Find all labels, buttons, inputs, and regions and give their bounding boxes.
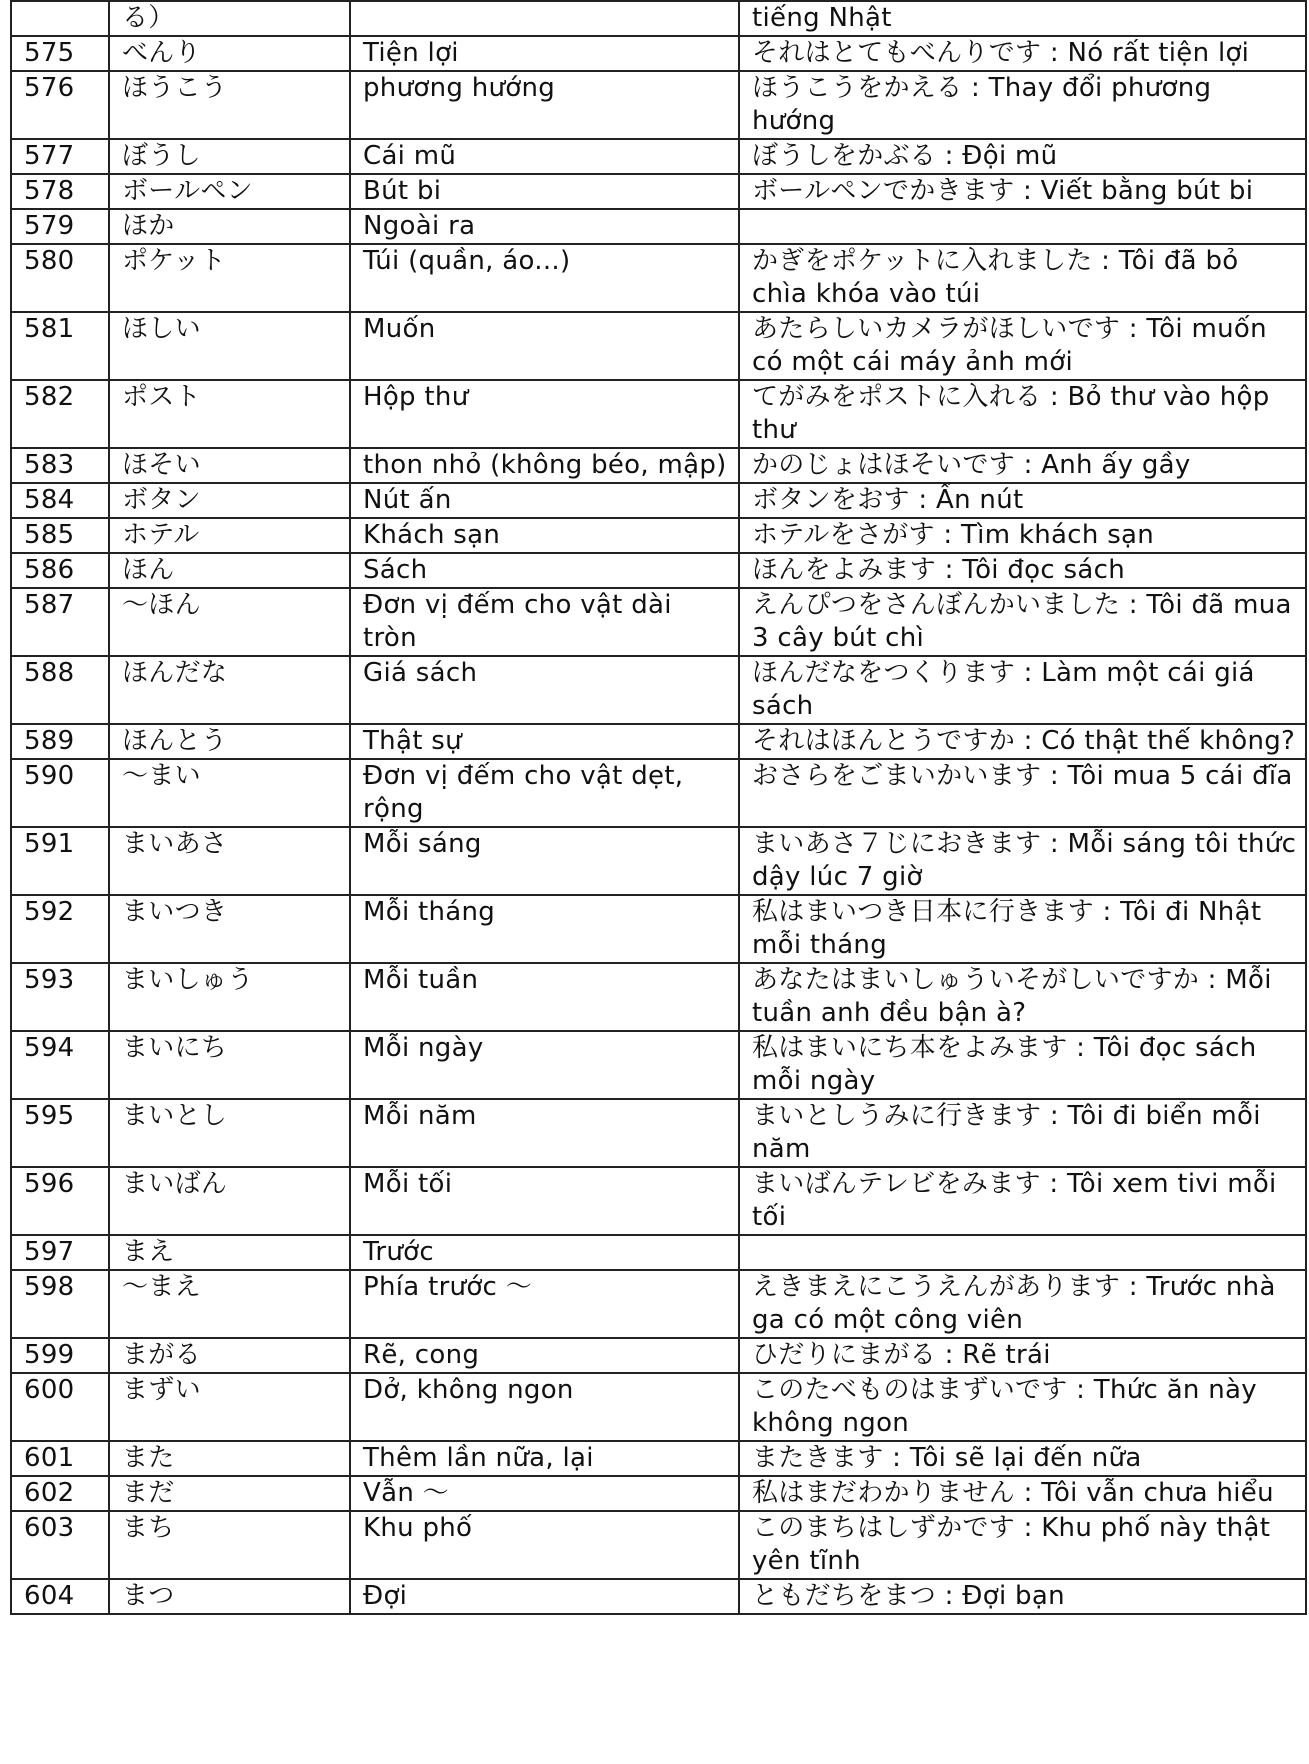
entry-example: あたらしいカメラがほしいです : Tôi muốn có một cái máy ảnh mới bbox=[739, 312, 1306, 380]
entry-kana: まいあさ bbox=[109, 827, 350, 895]
entry-kana: ～ほん bbox=[109, 588, 350, 656]
entry-meaning: Rẽ, cong bbox=[350, 1338, 739, 1373]
table-row bbox=[11, 1167, 1306, 1235]
table-row bbox=[11, 656, 1306, 724]
entry-kana: ほそい bbox=[109, 448, 350, 483]
entry-example: まいとしうみに行きます : Tôi đi biển mỗi năm bbox=[739, 1099, 1306, 1167]
entry-number: 597 bbox=[11, 1235, 109, 1270]
table-row bbox=[11, 553, 1306, 588]
table-row bbox=[11, 963, 1306, 1031]
entry-example: まいあさ７じにおきます : Mỗi sáng tôi thức dậy lúc 7 giờ bbox=[739, 827, 1306, 895]
entry-number: 600 bbox=[11, 1373, 109, 1441]
entry-number: 585 bbox=[11, 518, 109, 553]
entry-kana: ボタン bbox=[109, 483, 350, 518]
entry-example: ぼうしをかぶる : Đội mũ bbox=[739, 139, 1306, 174]
table-row bbox=[11, 1441, 1306, 1476]
entry-meaning: Tiện lợi bbox=[350, 36, 739, 71]
entry-meaning: Mỗi tối bbox=[350, 1167, 739, 1235]
table-row bbox=[11, 724, 1306, 759]
entry-number: 596 bbox=[11, 1167, 109, 1235]
entry-example bbox=[739, 1235, 1306, 1270]
vocabulary-page bbox=[10, 0, 1305, 1615]
entry-number: 589 bbox=[11, 724, 109, 759]
entry-meaning: Nút ấn bbox=[350, 483, 739, 518]
entry-number: 594 bbox=[11, 1031, 109, 1099]
entry-example: 私はまだわかりません : Tôi vẫn chưa hiểu bbox=[739, 1476, 1306, 1511]
entry-meaning: Mỗi sáng bbox=[350, 827, 739, 895]
entry-number: 593 bbox=[11, 963, 109, 1031]
table-row bbox=[11, 209, 1306, 244]
table-row bbox=[11, 1, 1306, 36]
entry-example: かぎをポケットに入れました : Tôi đã bỏ chìa khóa vào túi bbox=[739, 244, 1306, 312]
entry-example: ほうこうをかえる : Thay đổi phương hướng bbox=[739, 71, 1306, 139]
entry-number: 590 bbox=[11, 759, 109, 827]
entry-number: 598 bbox=[11, 1270, 109, 1338]
entry-number bbox=[11, 1, 109, 36]
entry-kana: べんり bbox=[109, 36, 350, 71]
table-row bbox=[11, 244, 1306, 312]
entry-meaning bbox=[350, 1, 739, 36]
entry-kana: ほか bbox=[109, 209, 350, 244]
entry-kana: まだ bbox=[109, 1476, 350, 1511]
entry-kana: ～まえ bbox=[109, 1270, 350, 1338]
entry-meaning: Thật sự bbox=[350, 724, 739, 759]
entry-kana: ～まい bbox=[109, 759, 350, 827]
table-row bbox=[11, 588, 1306, 656]
table-row bbox=[11, 1373, 1306, 1441]
entry-example: 私はまいにち本をよみます : Tôi đọc sách mỗi ngày bbox=[739, 1031, 1306, 1099]
entry-meaning: Thêm lần nữa, lại bbox=[350, 1441, 739, 1476]
entry-meaning: Mỗi năm bbox=[350, 1099, 739, 1167]
table-row bbox=[11, 1511, 1306, 1579]
entry-kana: まがる bbox=[109, 1338, 350, 1373]
entry-number: 580 bbox=[11, 244, 109, 312]
table-row bbox=[11, 312, 1306, 380]
entry-example: それはほんとうですか : Có thật thế không? bbox=[739, 724, 1306, 759]
entry-example: またきます : Tôi sẽ lại đến nữa bbox=[739, 1441, 1306, 1476]
entry-number: 576 bbox=[11, 71, 109, 139]
table-row bbox=[11, 1235, 1306, 1270]
entry-meaning: phương hướng bbox=[350, 71, 739, 139]
entry-number: 577 bbox=[11, 139, 109, 174]
vocabulary-table-body bbox=[11, 1, 1306, 1614]
entry-kana: ほうこう bbox=[109, 71, 350, 139]
entry-number: 602 bbox=[11, 1476, 109, 1511]
entry-kana: ほん bbox=[109, 553, 350, 588]
entry-kana: まつ bbox=[109, 1579, 350, 1614]
table-row bbox=[11, 1338, 1306, 1373]
table-row bbox=[11, 1099, 1306, 1167]
entry-example: えんぴつをさんぼんかいました : Tôi đã mua 3 cây bút chì bbox=[739, 588, 1306, 656]
entry-meaning: Trước bbox=[350, 1235, 739, 1270]
entry-example: 私はまいつき日本に行きます : Tôi đi Nhật mỗi tháng bbox=[739, 895, 1306, 963]
entry-meaning: Dở, không ngon bbox=[350, 1373, 739, 1441]
entry-number: 588 bbox=[11, 656, 109, 724]
entry-kana: まいとし bbox=[109, 1099, 350, 1167]
table-row bbox=[11, 174, 1306, 209]
entry-meaning: Đơn vị đếm cho vật dài tròn bbox=[350, 588, 739, 656]
table-row bbox=[11, 483, 1306, 518]
entry-number: 592 bbox=[11, 895, 109, 963]
entry-example: tiếng Nhật bbox=[739, 1, 1306, 36]
table-row bbox=[11, 71, 1306, 139]
entry-meaning: Khách sạn bbox=[350, 518, 739, 553]
entry-example: ひだりにまがる : Rẽ trái bbox=[739, 1338, 1306, 1373]
table-row bbox=[11, 759, 1306, 827]
entry-example: えきまえにこうえんがあります : Trước nhà ga có một công viên bbox=[739, 1270, 1306, 1338]
entry-example: てがみをポストに入れる : Bỏ thư vào hộp thư bbox=[739, 380, 1306, 448]
entry-number: 587 bbox=[11, 588, 109, 656]
entry-example: ともだちをまつ : Đợi bạn bbox=[739, 1579, 1306, 1614]
table-row bbox=[11, 380, 1306, 448]
entry-example: このまちはしずかです : Khu phố này thật yên tĩnh bbox=[739, 1511, 1306, 1579]
entry-meaning: Đơn vị đếm cho vật dẹt, rộng bbox=[350, 759, 739, 827]
entry-example: おさらをごまいかいます : Tôi mua 5 cái đĩa bbox=[739, 759, 1306, 827]
entry-number: 586 bbox=[11, 553, 109, 588]
entry-kana: ほしい bbox=[109, 312, 350, 380]
entry-meaning: Phía trước ～ bbox=[350, 1270, 739, 1338]
entry-kana: ボールペン bbox=[109, 174, 350, 209]
entry-meaning: Mỗi ngày bbox=[350, 1031, 739, 1099]
entry-kana: まずい bbox=[109, 1373, 350, 1441]
entry-number: 581 bbox=[11, 312, 109, 380]
entry-example: ほんだなをつくります : Làm một cái giá sách bbox=[739, 656, 1306, 724]
entry-meaning: Vẫn ～ bbox=[350, 1476, 739, 1511]
entry-example: ホテルをさがす : Tìm khách sạn bbox=[739, 518, 1306, 553]
entry-meaning: Bút bi bbox=[350, 174, 739, 209]
entry-number: 591 bbox=[11, 827, 109, 895]
entry-kana: ポケット bbox=[109, 244, 350, 312]
entry-meaning: Giá sách bbox=[350, 656, 739, 724]
entry-meaning: Mỗi tháng bbox=[350, 895, 739, 963]
entry-example: ボールペンでかきます : Viết bằng bút bi bbox=[739, 174, 1306, 209]
entry-kana: ほんとう bbox=[109, 724, 350, 759]
entry-example: このたべものはまずいです : Thức ăn này không ngon bbox=[739, 1373, 1306, 1441]
entry-kana: ポスト bbox=[109, 380, 350, 448]
entry-kana: まいにち bbox=[109, 1031, 350, 1099]
vocabulary-table bbox=[10, 0, 1307, 1615]
entry-example: まいばんテレビをみます : Tôi xem tivi mỗi tối bbox=[739, 1167, 1306, 1235]
entry-example: ボタンをおす : Ấn nút bbox=[739, 483, 1306, 518]
table-row bbox=[11, 1579, 1306, 1614]
entry-example bbox=[739, 209, 1306, 244]
table-row bbox=[11, 1270, 1306, 1338]
table-row bbox=[11, 827, 1306, 895]
table-row bbox=[11, 1476, 1306, 1511]
table-row bbox=[11, 1031, 1306, 1099]
entry-kana: ほんだな bbox=[109, 656, 350, 724]
entry-example: それはとてもべんりです : Nó rất tiện lợi bbox=[739, 36, 1306, 71]
entry-example: ほんをよみます : Tôi đọc sách bbox=[739, 553, 1306, 588]
entry-number: 575 bbox=[11, 36, 109, 71]
table-row bbox=[11, 895, 1306, 963]
entry-example: あなたはまいしゅういそがしいですか : Mỗi tuần anh đều bận à? bbox=[739, 963, 1306, 1031]
entry-meaning: Cái mũ bbox=[350, 139, 739, 174]
entry-kana: ホテル bbox=[109, 518, 350, 553]
entry-meaning: Mỗi tuần bbox=[350, 963, 739, 1031]
table-row bbox=[11, 448, 1306, 483]
entry-kana: まいしゅう bbox=[109, 963, 350, 1031]
entry-kana: る） bbox=[109, 1, 350, 36]
entry-meaning: Đợi bbox=[350, 1579, 739, 1614]
entry-example: かのじょはほそいです : Anh ấy gầy bbox=[739, 448, 1306, 483]
entry-number: 601 bbox=[11, 1441, 109, 1476]
entry-kana: また bbox=[109, 1441, 350, 1476]
entry-number: 583 bbox=[11, 448, 109, 483]
entry-meaning: Muốn bbox=[350, 312, 739, 380]
entry-kana: まいつき bbox=[109, 895, 350, 963]
entry-number: 578 bbox=[11, 174, 109, 209]
entry-number: 595 bbox=[11, 1099, 109, 1167]
entry-kana: まえ bbox=[109, 1235, 350, 1270]
entry-meaning: Khu phố bbox=[350, 1511, 739, 1579]
entry-meaning: Túi (quần, áo...) bbox=[350, 244, 739, 312]
entry-number: 603 bbox=[11, 1511, 109, 1579]
entry-kana: まいばん bbox=[109, 1167, 350, 1235]
table-row bbox=[11, 36, 1306, 71]
entry-meaning: Ngoài ra bbox=[350, 209, 739, 244]
entry-number: 599 bbox=[11, 1338, 109, 1373]
entry-meaning: Sách bbox=[350, 553, 739, 588]
entry-meaning: thon nhỏ (không béo, mập) bbox=[350, 448, 739, 483]
table-row bbox=[11, 518, 1306, 553]
entry-number: 584 bbox=[11, 483, 109, 518]
entry-number: 604 bbox=[11, 1579, 109, 1614]
entry-number: 579 bbox=[11, 209, 109, 244]
entry-meaning: Hộp thư bbox=[350, 380, 739, 448]
table-row bbox=[11, 139, 1306, 174]
entry-number: 582 bbox=[11, 380, 109, 448]
entry-kana: まち bbox=[109, 1511, 350, 1579]
entry-kana: ぼうし bbox=[109, 139, 350, 174]
